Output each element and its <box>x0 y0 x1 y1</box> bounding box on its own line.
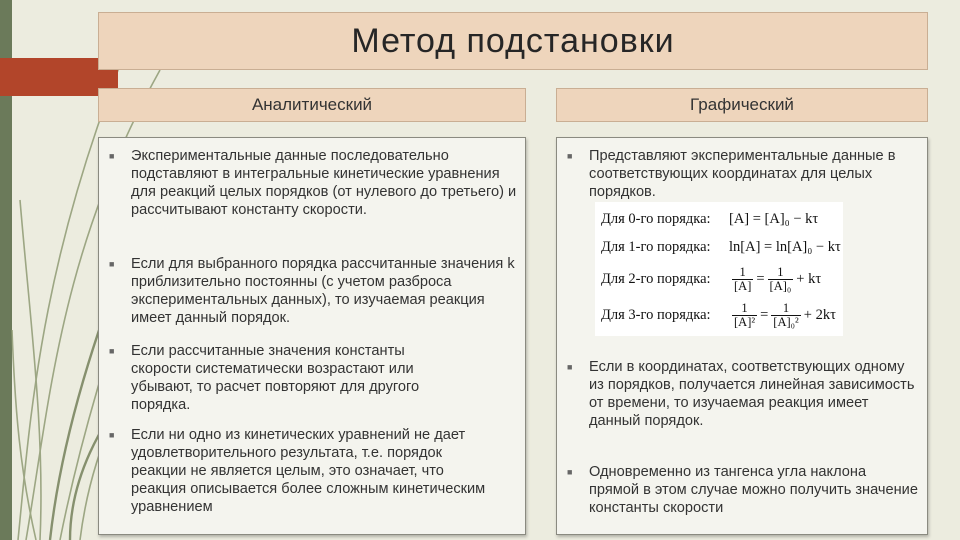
formula-row-1: Для 1-го порядка: ln[A] = ln[A]₀ − kτ <box>601 238 841 255</box>
bullet-square-icon: ■ <box>109 430 115 440</box>
bullet-square-icon: ■ <box>567 467 573 477</box>
list-item: ■ Если рассчитанные значения константы скорости систематически возрастают или убывают, то расчет повторяют для другого порядка. <box>109 343 420 413</box>
formula-row-0: Для 0-го порядка: [A] = [A]₀ − kτ <box>601 210 819 227</box>
list-item: ■ Если в координатах, соответствующих одному из порядков, получается линейная зависимость от времени, то изучаемая реакция имеет данный порядок. <box>567 359 915 429</box>
bullet-square-icon: ■ <box>109 259 115 269</box>
formula-row-3: Для 3-го порядка: $\frac{1}{\text{[A]²}}$ = $\frac{1}{\text{[A]₀²}}$ + 2kτ <box>601 300 836 329</box>
list-item: ■ Если для выбранного порядка рассчитанные значения k приблизительно постоянны (с учетом разброса экспериментальных данных), то изучаемая реакция имеет данный порядок. <box>109 256 515 326</box>
bullet-square-icon: ■ <box>109 151 115 161</box>
bullet-square-icon: ■ <box>567 151 573 161</box>
graphical-header: Графический <box>556 88 928 122</box>
list-item: ■ Если ни одно из кинетических уравнений не дает удовлетворительного результата, т.е. порядок реакции не является целым, это означает, что реакция описывается более сложным кинетическим уравнением <box>109 427 486 515</box>
bullet-square-icon: ■ <box>109 346 115 356</box>
bullet-square-icon: ■ <box>567 362 573 372</box>
analytical-header: Аналитический <box>98 88 526 122</box>
list-item: ■ Представляют экспериментальные данные в соответствующих координатах для целых порядков. <box>567 148 896 200</box>
list-item: ■ Одновременно из тангенса угла наклона прямой в этом случае можно получить значение константы скорости <box>567 464 918 516</box>
graphical-panel <box>556 137 928 535</box>
list-item: ■ Экспериментальные данные последовательно подставляют в интегральные кинетические уравнения для реакций целых порядков (от нулевого до третьего) и рассчитывают константу скорости. <box>109 148 517 218</box>
slide-title: Метод подстановки <box>98 12 928 70</box>
rate-equations-image <box>595 202 843 336</box>
formula-row-2: Для 2-го порядка: $\frac{1}{[A]}$ = $\frac{1}{\text{[A]₀}}$ + kτ <box>601 264 822 293</box>
analytical-panel <box>98 137 526 535</box>
